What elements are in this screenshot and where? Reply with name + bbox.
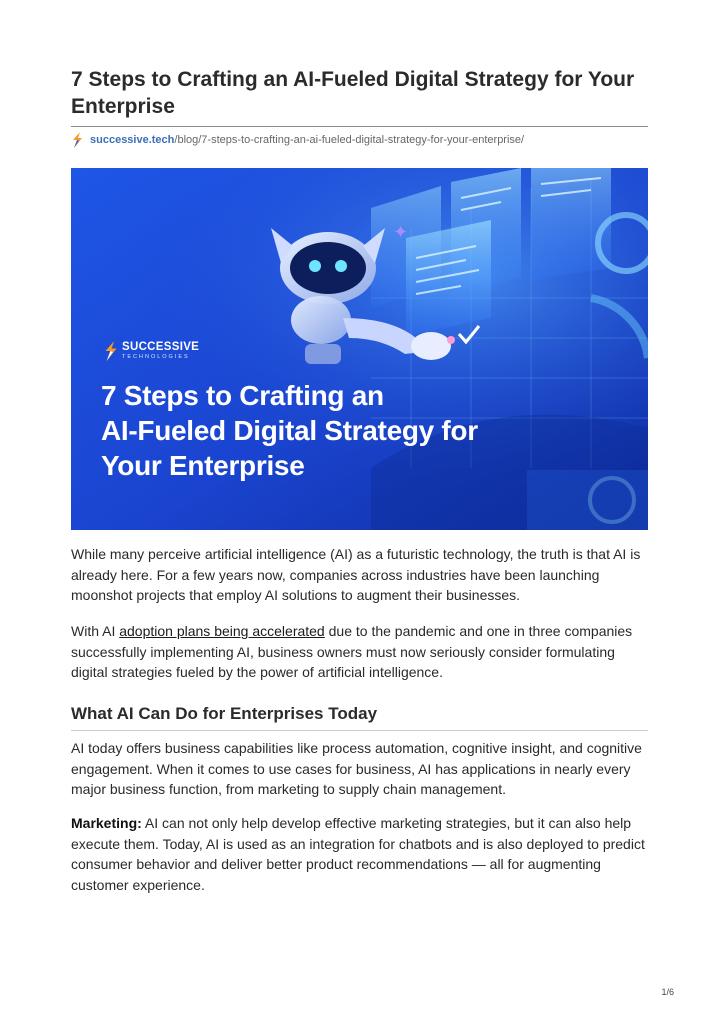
source-path: /blog/7-steps-to-crafting-an-ai-fueled-digital-strategy-for-your-enterprise/ [174, 134, 525, 146]
paragraph-text: due to the pandemic and one in three companies successfully implementing AI, business owners must now seriously consider formulating digital strategies fueled by the power of artificial intelligence. [71, 623, 633, 680]
paragraph-text: AI can not only help develop effective marketing strategies, but it can also help execute them. Today, AI is used as an integration for chatbots and is also deployed to predict consumer behavior and deliver better product recommendations — all for augmenting customer experience. [71, 815, 645, 893]
hero-title-line: AI-Fueled Digital Strategy for [101, 415, 478, 446]
title-divider [71, 126, 648, 127]
source-domain: successive.tech [90, 134, 175, 146]
hero-title [101, 378, 571, 483]
successive-logo-icon [103, 340, 119, 362]
source-line [71, 132, 524, 148]
marketing-label: Marketing: [71, 815, 142, 831]
hero-brand-sub: TECHNOLOGIES [122, 354, 190, 360]
intro-paragraph: While many perceive artificial intelligence (AI) as a futuristic technology, the truth is that AI is already here. For a few years now, companies across industries have been launching moonshot projects that employ AI solutions to augment their businesses. [71, 546, 641, 603]
article-title: 7 Steps to Crafting an AI-Fueled Digital Strategy for Your Enterprise [71, 68, 635, 118]
adoption-paragraph [71, 621, 651, 683]
marketing-paragraph [71, 813, 651, 895]
svg-text:✦: ✦ [393, 222, 409, 243]
successive-logo-icon [71, 132, 84, 148]
paragraph-text: With AI [71, 623, 120, 639]
hero-title-line: Your Enterprise [101, 450, 305, 481]
page-number: 1/6 [661, 987, 674, 997]
section-divider [71, 730, 648, 731]
section-heading: What AI Can Do for Enterprises Today [71, 704, 378, 723]
source-domain-link[interactable] [90, 134, 524, 146]
adoption-plans-link[interactable]: adoption plans being accelerated [119, 623, 325, 639]
capabilities-paragraph: AI today offers business capabilities like process automation, cognitive insight, and cognitive engagement. When it comes to use cases for business, AI has applications in nearly every major business function, from marketing to supply chain management. [71, 740, 642, 797]
hero-brand-name: SUCCESSIVE [122, 341, 200, 353]
hero-banner [71, 168, 648, 530]
hero-logo [103, 340, 199, 362]
hero-title-line: 7 Steps to Crafting an [101, 380, 384, 411]
